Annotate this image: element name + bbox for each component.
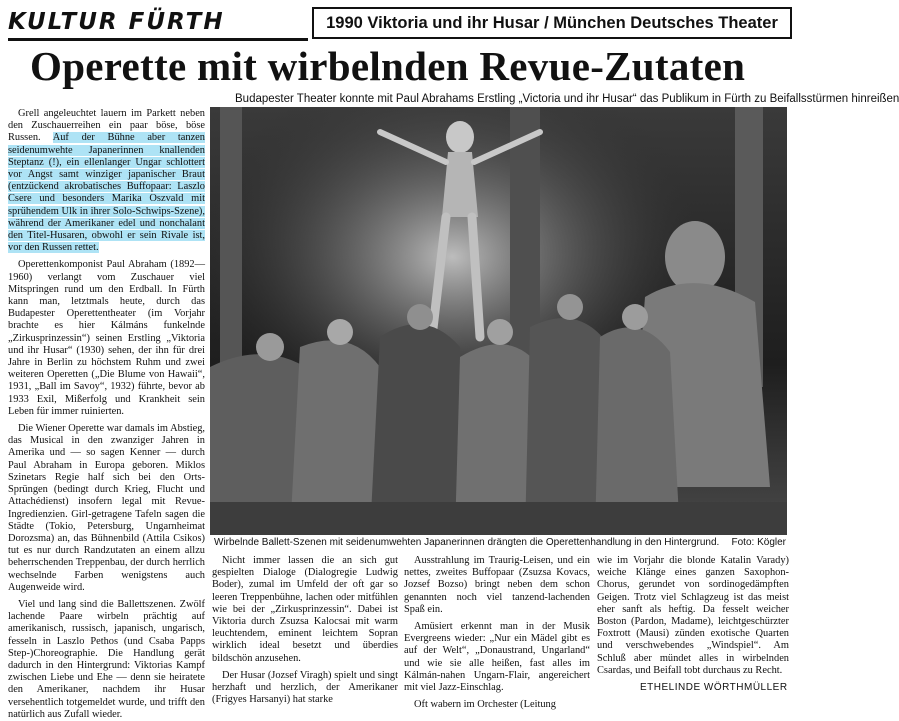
section-rubric: KULTUR FÜRTH [8, 9, 225, 35]
author-byline: ETHELINDE WÖRTHMÜLLER [640, 682, 788, 693]
photo-credit: Foto: Kögler [731, 537, 786, 548]
photo-illustration [210, 107, 787, 535]
archive-label: 1990 Viktoria und ihr Husar / München Deutsches Theater [312, 7, 792, 39]
column-2 [212, 555, 398, 706]
paragraph: Die Wiener Operette war damals im Abstieg, das Musical in den zwanziger Jahren in Amerika und — so sagen Kenner — durch Paul Abraham in Europa geboren. Miklos Szinetars Regie half sich bei den Orts-Sprüngen (bedingt durch Krieg, Flucht und Attachédienst) insofern legal mit Revue-Ingredienzien. Girl-getragene Tafeln sagen die Städte (Tokio, Petersburg, Ungarnheimat Dorozsma) an, das Bühnenbild (Attila Csikos) tut es nur durch Randzutaten an einem allzu beherrschenden Treppenbau, der durch herrlich wechselnde Farben wenigstens auch Augenweide wird. [8, 423, 205, 593]
paragraph: Operettenkomponist Paul Abraham (1892—1960) verlangt vom Zuschauer viel Mitspringen rund um den Erdball. In Fürth kann man, letztmals heute, durch das Budapester Operettentheater (im Vorjahr brachte es hier Kálmáns funkelnde „Zirkusprinzessin“) seinen Erstling „Viktoria und ihr Husar“ (1930) sehen, der ihn für drei Jahre in Berlin zu höchstem Ruhm und zwei weiteren Operetten („Die Blume von Hawaii“, 1931, „Ball im Savoy“, 1932) führte, bevor ab 1933 Exil, Mißerfolg und Krankheit sein Leben für immer ruinierten. [8, 259, 205, 417]
paragraph [8, 108, 205, 254]
subheadline: Budapester Theater konnte mit Paul Abrahams Erstling „Victoria und ihr Husar“ das Publikum in Fürth zu Beifallsstürmen hinreißen [235, 93, 899, 105]
column-3 [404, 555, 590, 711]
paragraph: Amüsiert erkennt man in der Musik Evergreens wieder: „Nur ein Mädel gibt es auf der Welt“, „Donaustrand, Ungarland“ und wie sie alle heißen, fast alles im Kálmán-nahen Ungarn-Flair, angereichert mit viel Jazz-Einschlag. [404, 621, 590, 694]
caption-text: Wirbelnde Ballett-Szenen mit seidenumwehten Japanerinnen drängten die Operettenhandlung in den Hintergrund. [214, 537, 720, 548]
paragraph: Der Husar (Jozsef Viragh) spielt und singt herzhaft und herzlich, der Amerikaner (Frigyes Harsanyi) hat starke [212, 669, 398, 706]
rubric-rule [8, 38, 308, 41]
stage-photo [210, 107, 787, 535]
paragraph: Nicht immer lassen die an sich gut gespielten Dialoge (Dialogregie Ludwig Boder), zumal im Umfeld der oft gar so leeren Treppenbühne, lachen oder mitfühlen wie bei der „Zirkusprinzessin“. Dabei ist Viktoria durch Zsuzsa Kalocsai mit warm leuchtendem, eminent leichtem Sopran wirklich ideal besetzt und überdies bildschön anzusehen. [212, 555, 398, 664]
paragraph: Oft wabern im Orchester (Leitung [414, 699, 556, 711]
paragraph: Viel und lang sind die Ballettszenen. Zwölf lachende Paare wirbeln prächtig auf amerikanisch, russisch, japanisch, ungarisch, fesseln in Laszlo Pethos (und Csaba Papps Step-)Choreographie. Die Handlung gerät dadurch in den Hintergrund: Viktorias Kampf zwischen Liebe und Ehe — denn sie heiratete den Amerikaner, nachdem ihr Husar versehentlich totgemeldet wurde, und trifft den natürlich aus Zufall wieder. [8, 598, 205, 720]
paragraph: Ausstrahlung im Traurig-Leisen, und ein nettes, zweites Buffopaar (Zsuzsa Kovacs, Jozsef Bozso) bringt neben dem schon genannten noch viel tanzend-lachenden Spaß ein. [404, 555, 590, 615]
paragraph-text: Grell angeleuchtet lauern im Parkett neben den Zuschauerreihen ein paar böse, böse Russen. [8, 108, 205, 144]
headline: Operette mit wirbelnden Revue-Zutaten [30, 43, 746, 89]
photo-caption [214, 537, 786, 548]
paragraph: wie im Vorjahr die blonde Katalin Varady) weiche Klänge eines ganzen Saxophon-Chorus, gerundet von sordinogedämpften Geigen. Trotz viel Schlagzeug ist das meist eher sanft als heftig. Da fesselt weicher Boston (Pardon, Madame), leichtgeschürzter Foxtrott (Mausi) zünden exotische Quarten und verschwebendes „Windspiel“. Am Schluß aber mündet alles in wirbelnden Csardas, und Beifall tobt durchaus zu Recht. [597, 555, 789, 676]
highlighted-passage: Auf der Bühne aber tanzen seidenumwehte Japanerinnen knallenden Steptanz (!), ein ellenlanger Ungar schlottert vor Angst samt winziger japanischer Braut (entzückend akrobatisches Buffopaar: Laszlo Csere und besonders Marika Oszvald mit sprühendem Ulk in ihrer Solo-Schwips-Szene), während der Amerikaner edel und nonchalant den Titel-Husaren, obwohl er sein Rivale ist, vor den Russen rettet. [8, 132, 205, 254]
left-column [8, 108, 205, 720]
column-4 [597, 555, 789, 679]
